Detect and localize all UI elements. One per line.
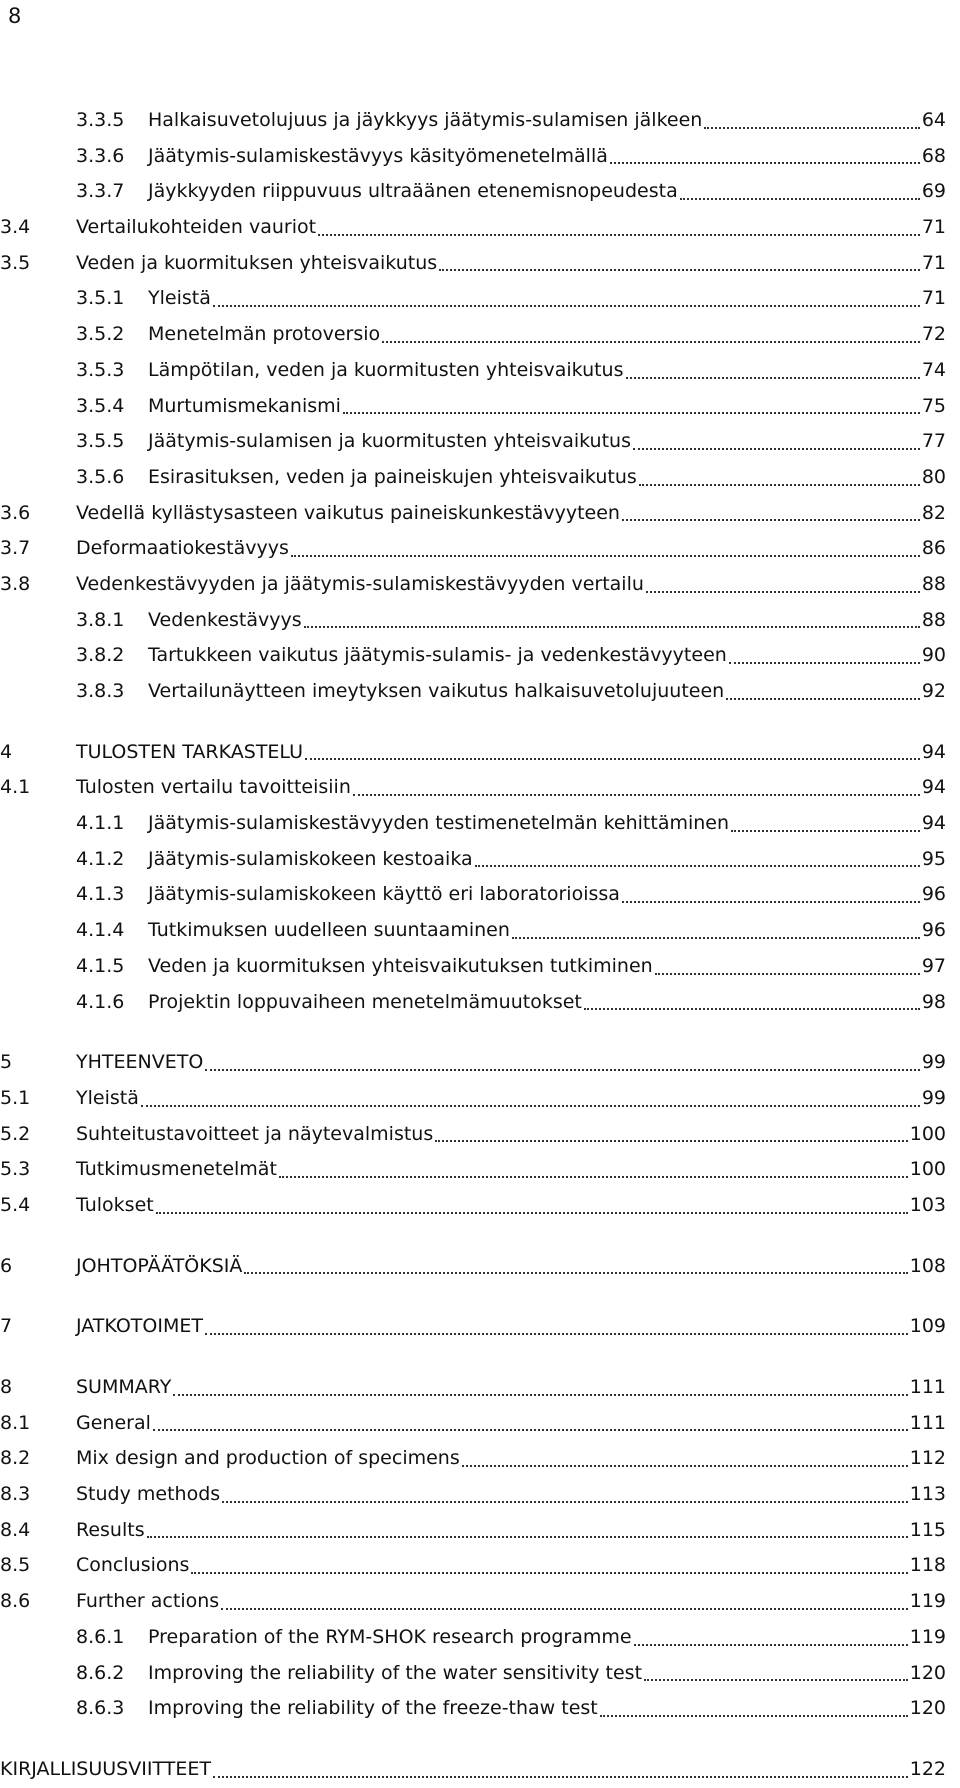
toc-entry-body [76, 1081, 946, 1117]
toc-entry-title: Vertailunäytteen imeytyksen vaikutus halkaisuvetolujuuteen [148, 680, 725, 702]
toc-entry[interactable] [0, 949, 960, 985]
toc-entry-page: 96 [921, 883, 946, 906]
toc-entry-number: 3.5.3 [76, 358, 125, 381]
toc-entry[interactable] [0, 806, 960, 842]
dot-leader [622, 519, 920, 521]
toc-entry-body [148, 806, 946, 842]
dot-leader [435, 1140, 908, 1142]
dot-leader [205, 1069, 920, 1071]
toc-entry-body [76, 1584, 946, 1620]
toc-entry-page: 109 [909, 1315, 946, 1338]
toc-entry-title: Menetelmän protoversio [148, 323, 381, 346]
toc-entry-number: 3.5.4 [76, 394, 125, 417]
toc-entry-title: Deformaatiokestävyys [76, 537, 289, 560]
toc-entry[interactable] [0, 1752, 960, 1788]
toc-entry[interactable] [0, 913, 960, 949]
dot-leader [318, 234, 920, 236]
dot-leader [147, 1536, 908, 1538]
section-gap [0, 1224, 960, 1249]
dot-leader [633, 448, 920, 450]
toc-entry-title: Jäätymis-sulamiskestävyys käsityömenetelmällä [148, 144, 608, 167]
toc-entry-page: 92 [921, 680, 946, 702]
toc-entry-number: 8.6.3 [76, 1697, 125, 1720]
toc-entry-number: 8.1 [0, 1411, 31, 1434]
toc-entry[interactable] [0, 460, 960, 496]
toc-entry-body [148, 877, 946, 913]
section-gap [0, 710, 960, 735]
toc-entry-number: 3.7 [0, 537, 31, 560]
toc-entry-page: 122 [909, 1757, 946, 1780]
dot-leader [353, 794, 920, 796]
toc-entry-number: 3.8.3 [76, 680, 125, 702]
toc-entry-page: 88 [921, 608, 946, 631]
toc-entry-page: 111 [909, 1376, 946, 1398]
dot-leader [305, 758, 920, 760]
toc-entry-title: Yleistä [76, 1086, 139, 1109]
toc-entry[interactable] [0, 210, 960, 246]
toc-entry-body [148, 139, 946, 175]
toc-entry-number: 5.1 [0, 1086, 31, 1109]
toc-entry-body [76, 496, 946, 532]
toc-entry[interactable] [0, 281, 960, 317]
toc-entry-number: 3.3.5 [76, 109, 125, 131]
toc-entry-body [148, 353, 946, 389]
toc-entry-body [76, 770, 946, 806]
toc-entry[interactable] [0, 389, 960, 425]
toc-entry-page: 64 [921, 109, 946, 131]
toc-entry-title: Lämpötilan, veden ja kuormitusten yhteisvaikutus [148, 358, 624, 381]
toc-entry-page: 94 [921, 812, 946, 835]
toc-entry-body [76, 735, 946, 771]
toc-entry-body [76, 1441, 946, 1477]
toc-entry-body [76, 1548, 946, 1584]
toc-entry-title: JATKOTOIMET [76, 1315, 203, 1338]
toc-entry-page: 99 [921, 1086, 946, 1109]
dot-leader [191, 1572, 907, 1574]
toc-entry-page: 77 [921, 430, 946, 453]
toc-entry-number: 3.5 [0, 251, 31, 274]
toc-entry-body [148, 103, 946, 139]
toc-entry[interactable] [0, 1441, 960, 1477]
dot-leader [141, 1105, 920, 1107]
toc-entry-number: 8 [0, 1376, 13, 1398]
toc-entry-title: Vedenkestävyyden ja jäätymis-sulamiskestävyyden vertailu [76, 572, 644, 595]
dot-leader [439, 269, 920, 271]
toc-entry[interactable] [0, 1045, 960, 1081]
dot-leader [382, 341, 920, 343]
toc-entry-body [148, 638, 946, 674]
toc-entry-page: 97 [921, 954, 946, 977]
dot-leader [153, 1429, 908, 1431]
toc-entry-page: 103 [909, 1193, 946, 1216]
dot-leader [626, 377, 920, 379]
dot-leader [462, 1465, 908, 1467]
toc-entry-page: 71 [921, 216, 946, 239]
toc-entry-page: 82 [921, 501, 946, 524]
dot-leader [343, 412, 920, 414]
toc-entry-body [76, 1370, 946, 1406]
toc-entry[interactable] [0, 842, 960, 878]
toc-entry[interactable] [0, 1081, 960, 1117]
toc-entry-page: 108 [909, 1254, 946, 1277]
toc-entry[interactable] [0, 1188, 960, 1224]
dot-leader [279, 1176, 908, 1178]
toc-entry-body [76, 210, 946, 246]
dot-leader [731, 830, 920, 832]
toc-entry-number: 8.2 [0, 1447, 31, 1470]
toc-entry-page: 86 [921, 537, 946, 560]
toc-entry[interactable] [0, 246, 960, 282]
toc-entry-body [76, 1477, 946, 1513]
toc-entry-body [148, 1691, 946, 1727]
toc-entry-page: 80 [921, 465, 946, 488]
dot-leader [512, 937, 920, 939]
toc-entry-page: 99 [921, 1051, 946, 1074]
toc-entry[interactable] [0, 735, 960, 771]
toc-entry[interactable] [0, 985, 960, 1021]
dot-leader [205, 1333, 908, 1335]
toc-entry[interactable] [0, 317, 960, 353]
toc-entry-number: 4.1.6 [76, 990, 125, 1013]
toc-entry-number: 3.6 [0, 501, 31, 524]
dot-leader [655, 973, 920, 975]
toc-entry-title: Projektin loppuvaiheen menetelmämuutokset [148, 990, 582, 1013]
toc-entry-page: 119 [909, 1590, 946, 1613]
toc-entry-page: 69 [921, 180, 946, 203]
toc-entry-title: Tutkimuksen uudelleen suuntaaminen [148, 919, 510, 942]
toc-entry-body [148, 603, 946, 639]
dot-leader [644, 1679, 908, 1681]
toc-entry-title: SUMMARY [76, 1376, 172, 1398]
toc-entry[interactable] [0, 139, 960, 175]
toc-entry-body [76, 1406, 946, 1442]
dot-leader [729, 662, 920, 664]
toc-entry[interactable] [0, 1309, 960, 1345]
dot-leader [680, 198, 920, 200]
toc-entry-number: 8.6.1 [76, 1625, 125, 1648]
toc-entry-title: Veden ja kuormituksen yhteisvaikutuksen tutkiminen [148, 954, 653, 977]
toc-entry-page: 120 [909, 1661, 946, 1684]
toc-entry-title: Esirasituksen, veden ja paineiskujen yhteisvaikutus [148, 465, 637, 488]
toc-entry-number: 3.5.1 [76, 287, 125, 310]
toc-entry-page: 113 [909, 1483, 946, 1506]
section-gap [0, 1727, 960, 1752]
toc-entry-title: Suhteitustavoitteet ja näytevalmistus [76, 1122, 434, 1145]
toc-entry-body [148, 460, 946, 496]
toc-entry-number: 4.1.3 [76, 883, 125, 906]
dot-leader [622, 901, 920, 903]
dot-leader [222, 1501, 908, 1503]
toc-entry[interactable] [0, 1249, 960, 1285]
toc-entry-number: 3.5.5 [76, 430, 125, 453]
toc-entry[interactable] [0, 1117, 960, 1153]
toc-entry[interactable] [0, 877, 960, 913]
toc-entry-body [148, 842, 946, 878]
toc-entry-title: TULOSTEN TARKASTELU [76, 740, 303, 763]
toc-entry-body [148, 949, 946, 985]
toc-entry-body [148, 389, 946, 425]
toc-entry-title: Conclusions [76, 1554, 190, 1577]
toc-entry-page: 100 [909, 1158, 946, 1181]
toc-entry-title: Further actions [76, 1590, 220, 1613]
toc-entry-title: Jäätymis-sulamiskestävyyden testimenetelmän kehittäminen [148, 812, 730, 835]
toc-entry-number: 4.1.5 [76, 954, 125, 977]
toc-entry-page: 74 [921, 358, 946, 381]
toc-entry[interactable] [0, 353, 960, 389]
toc-entry-page: 94 [921, 740, 946, 763]
toc-entry-title: KIRJALLISUUSVIITTEET [0, 1757, 211, 1780]
toc-entry-number: 5 [0, 1051, 13, 1074]
dot-leader [726, 698, 920, 700]
toc-entry-page: 88 [921, 572, 946, 595]
toc-entry-page: 68 [921, 144, 946, 167]
toc-entry-title: Tulosten vertailu tavoitteisiin [76, 776, 351, 799]
toc-entry-title: Improving the reliability of the freeze-thaw test [148, 1697, 598, 1720]
toc-entry[interactable] [0, 1513, 960, 1549]
toc-entry-page: 111 [909, 1411, 946, 1434]
dot-leader [634, 1644, 908, 1646]
toc-entry-title: Tulokset [76, 1193, 154, 1216]
toc-entry-body [76, 1117, 946, 1153]
toc-entry[interactable] [0, 1152, 960, 1188]
toc-entry-page: 115 [909, 1518, 946, 1541]
dot-leader [704, 127, 919, 129]
toc-entry-body [148, 674, 946, 710]
toc-entry[interactable] [0, 496, 960, 532]
toc-entry-title: Vedenkestävyys [148, 608, 302, 631]
toc-entry-body [148, 985, 946, 1021]
toc-entry-number: 8.6 [0, 1590, 31, 1613]
toc-entry-page: 96 [921, 919, 946, 942]
toc-entry-number: 6 [0, 1254, 13, 1277]
toc-entry-number: 3.3.6 [76, 144, 125, 167]
toc-entry-page: 95 [921, 847, 946, 870]
dot-leader [291, 555, 920, 557]
toc-entry-number: 4.1.2 [76, 847, 125, 870]
dot-leader [600, 1715, 908, 1717]
toc-entry[interactable] [0, 1656, 960, 1692]
dot-leader [244, 1272, 907, 1274]
toc-entry-page: 71 [921, 287, 946, 310]
toc-entry[interactable] [0, 674, 960, 710]
toc-entry-number: 5.4 [0, 1193, 31, 1216]
toc-entry-page: 120 [909, 1697, 946, 1720]
toc-entry-title: JOHTOPÄÄTÖKSIÄ [76, 1254, 243, 1277]
dot-leader [156, 1212, 908, 1214]
toc-entry[interactable] [0, 424, 960, 460]
section-gap [0, 1020, 960, 1045]
toc-entry[interactable] [0, 174, 960, 210]
toc-entry-number: 8.4 [0, 1518, 31, 1541]
toc-entry-page: 94 [921, 776, 946, 799]
toc-entry-title: Results [76, 1518, 145, 1541]
toc-entry-number: 3.8.2 [76, 644, 125, 667]
toc-entry-page: 75 [921, 394, 946, 417]
toc-entry-number: 8.5 [0, 1554, 31, 1577]
toc-entry[interactable] [0, 1477, 960, 1513]
toc-entry-body [76, 246, 946, 282]
toc-entry-title: Preparation of the RYM-SHOK research programme [148, 1625, 632, 1648]
toc-entry-body [76, 1152, 946, 1188]
toc-entry-page: 112 [909, 1447, 946, 1470]
toc-entry-number: 3.3.7 [76, 180, 125, 203]
toc-entry[interactable] [0, 603, 960, 639]
toc-entry-number: 3.8 [0, 572, 31, 595]
toc-entry[interactable] [0, 531, 960, 567]
toc-entry[interactable] [0, 1406, 960, 1442]
page-number: 8 [8, 4, 22, 28]
toc-entry-title: Halkaisuvetolujuus ja jäykkyys jäätymis-sulamisen jälkeen [148, 109, 703, 131]
toc-entry-number: 7 [0, 1315, 13, 1338]
section-gap [0, 1284, 960, 1309]
toc-entry-title: YHTEENVETO [76, 1051, 204, 1074]
toc-entry-page: 118 [909, 1554, 946, 1577]
dot-leader [639, 484, 920, 486]
toc-entry-number: 4.1.4 [76, 919, 125, 942]
dot-leader [221, 1608, 908, 1610]
toc-entry-body [0, 1752, 946, 1788]
dot-leader [173, 1394, 907, 1396]
toc-entry-page: 98 [921, 990, 946, 1013]
toc-entry-page: 90 [921, 644, 946, 667]
toc-entry-number: 5.2 [0, 1122, 31, 1145]
toc-entry-body [148, 1656, 946, 1692]
toc-entry-title: Mix design and production of specimens [76, 1447, 460, 1470]
dot-leader [213, 1776, 908, 1778]
toc-entry-title: Improving the reliability of the water sensitivity test [148, 1661, 643, 1684]
toc-entry-body [76, 1513, 946, 1549]
toc-entry-page: 119 [909, 1625, 946, 1648]
toc-entry-title: Vertailukohteiden vauriot [76, 216, 317, 239]
toc-entry[interactable] [0, 103, 960, 139]
toc-entry-body [148, 317, 946, 353]
toc-entry-body [148, 424, 946, 460]
toc-entry-number: 3.8.1 [76, 608, 125, 631]
toc-entry-title: Tutkimusmenetelmät [76, 1158, 277, 1181]
toc-entry-title: Tartukkeen vaikutus jäätymis-sulamis- ja vedenkestävyyteen [148, 644, 727, 667]
toc-entry-title: Jäätymis-sulamiskokeen käyttö eri laboratorioissa [148, 883, 620, 906]
dot-leader [304, 626, 920, 628]
toc-entry[interactable] [0, 1620, 960, 1656]
toc-entry-body [76, 1045, 946, 1081]
toc-entry-body [148, 913, 946, 949]
toc-entry-page: 72 [921, 323, 946, 346]
table-of-contents [0, 103, 960, 1788]
toc-entry-title: Study methods [76, 1483, 221, 1506]
toc-entry-body [76, 1249, 946, 1285]
dot-leader [475, 865, 920, 867]
toc-entry-title: Jäykkyyden riippuvuus ultraäänen etenemisnopeudesta [148, 180, 678, 203]
toc-entry-number: 4.1 [0, 776, 31, 799]
toc-entry-number: 4.1.1 [76, 812, 125, 835]
toc-entry[interactable] [0, 567, 960, 603]
section-gap [0, 1345, 960, 1370]
toc-entry-title: Jäätymis-sulamiskokeen kestoaika [148, 847, 473, 870]
toc-entry[interactable] [0, 1548, 960, 1584]
toc-entry-number: 3.5.6 [76, 465, 125, 488]
toc-entry[interactable] [0, 1584, 960, 1620]
toc-entry-title: Murtumismekanismi [148, 394, 341, 417]
toc-entry-number: 3.4 [0, 216, 31, 239]
toc-entry-body [76, 1309, 946, 1345]
toc-entry-body [148, 174, 946, 210]
dot-leader [610, 162, 920, 164]
toc-entry-number: 4 [0, 740, 13, 763]
toc-entry-body [76, 567, 946, 603]
toc-entry-number: 3.5.2 [76, 323, 125, 346]
toc-entry[interactable] [0, 638, 960, 674]
dot-leader [584, 1008, 920, 1010]
toc-entry-body [76, 1188, 946, 1224]
toc-entry-number: 5.3 [0, 1158, 31, 1181]
toc-entry-body [148, 281, 946, 317]
toc-entry-body [148, 1620, 946, 1656]
toc-entry[interactable] [0, 1370, 960, 1406]
dot-leader [646, 591, 920, 593]
toc-entry[interactable] [0, 770, 960, 806]
toc-entry-number: 8.3 [0, 1483, 31, 1506]
toc-entry[interactable] [0, 1691, 960, 1727]
toc-entry-title: Jäätymis-sulamisen ja kuormitusten yhteisvaikutus [148, 430, 631, 453]
toc-entry-title: Vedellä kyllästysasteen vaikutus paineiskunkestävyyteen [76, 501, 620, 524]
toc-entry-number: 8.6.2 [76, 1661, 125, 1684]
toc-entry-title: Veden ja kuormituksen yhteisvaikutus [76, 251, 438, 274]
toc-entry-page: 100 [909, 1122, 946, 1145]
dot-leader [213, 305, 920, 307]
toc-entry-title: General [76, 1411, 151, 1434]
toc-entry-page: 71 [921, 251, 946, 274]
toc-entry-title: Yleistä [148, 287, 211, 310]
toc-entry-body [76, 531, 946, 567]
